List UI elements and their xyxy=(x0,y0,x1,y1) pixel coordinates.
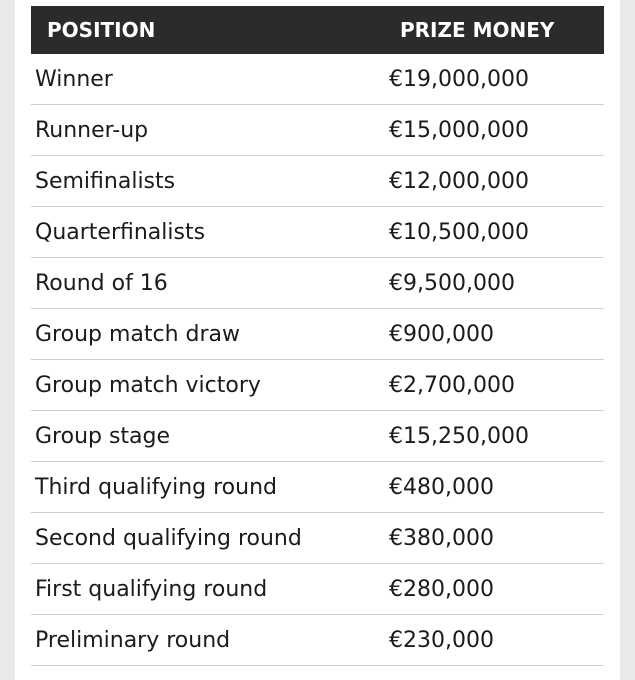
row-position: Group match victory xyxy=(31,360,386,411)
row-position: Preliminary round xyxy=(31,615,386,666)
table-row xyxy=(31,615,604,666)
row-position: Semifinalists xyxy=(31,156,386,207)
table-row xyxy=(31,105,604,156)
table-row xyxy=(31,54,604,105)
row-position: Round of 16 xyxy=(31,258,386,309)
row-prize: €480,000 xyxy=(386,462,604,513)
header-position: POSITION xyxy=(47,18,156,42)
row-prize: €15,000,000 xyxy=(386,105,604,156)
row-position: Group stage xyxy=(31,411,386,462)
row-prize: €2,700,000 xyxy=(386,360,604,411)
row-position: Quarterfinalists xyxy=(31,207,386,258)
table-row xyxy=(31,156,604,207)
prize-money-table xyxy=(31,6,604,666)
row-position: Third qualifying round xyxy=(31,462,386,513)
table-row xyxy=(31,462,604,513)
table-row xyxy=(31,564,604,615)
row-position: Second qualifying round xyxy=(31,513,386,564)
row-position: Runner-up xyxy=(31,105,386,156)
row-prize: €900,000 xyxy=(386,309,604,360)
row-prize: €10,500,000 xyxy=(386,207,604,258)
row-position: Group match draw xyxy=(31,309,386,360)
table-row xyxy=(31,309,604,360)
row-prize: €19,000,000 xyxy=(386,54,604,105)
table-row xyxy=(31,411,604,462)
row-prize: €9,500,000 xyxy=(386,258,604,309)
table-row xyxy=(31,207,604,258)
row-prize: €380,000 xyxy=(386,513,604,564)
row-prize: €12,000,000 xyxy=(386,156,604,207)
table-row xyxy=(31,258,604,309)
row-prize: €15,250,000 xyxy=(386,411,604,462)
table-header-row xyxy=(31,6,604,54)
table-row xyxy=(31,513,604,564)
table-row xyxy=(31,360,604,411)
row-position: Winner xyxy=(31,54,386,105)
row-position: First qualifying round xyxy=(31,564,386,615)
row-prize: €230,000 xyxy=(386,615,604,666)
page xyxy=(15,0,620,680)
header-prize-money: PRIZE MONEY xyxy=(400,18,555,42)
row-prize: €280,000 xyxy=(386,564,604,615)
